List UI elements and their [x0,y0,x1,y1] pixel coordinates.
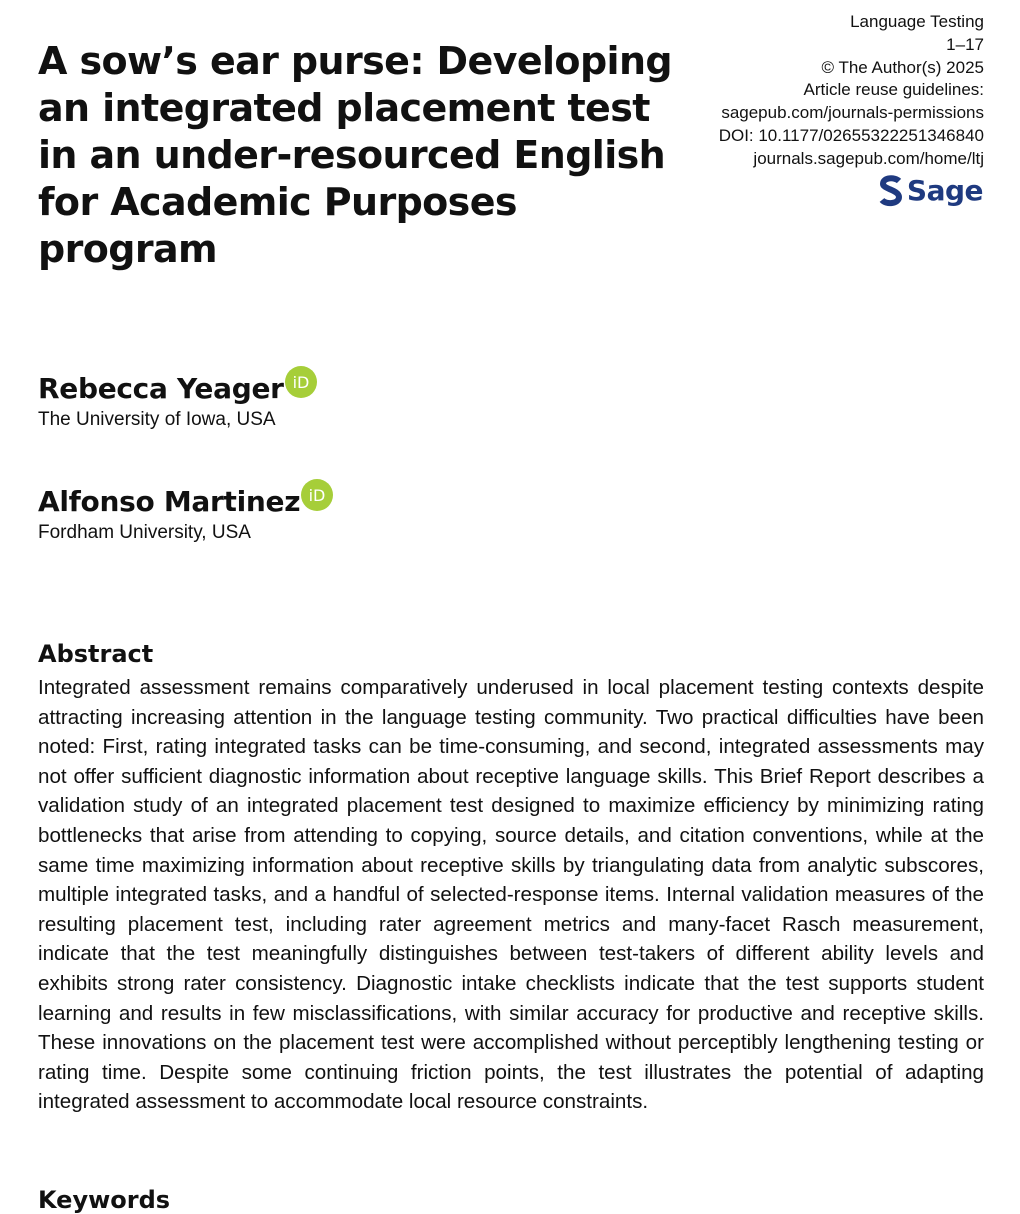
orcid-label: iD [292,373,310,392]
orcid-icon[interactable] [301,479,333,511]
author-block-1 [38,372,317,432]
copyright: © The Author(s) 2025 [821,57,984,77]
permissions-link[interactable]: sagepub.com/journals-permissions [721,103,984,123]
page-range: 1–17 [946,34,984,54]
journal-meta [654,11,984,171]
author-affiliation: Fordham University, USA [38,522,251,543]
author-name: Rebecca Yeager [38,372,284,405]
author-name: Alfonso Martinez [38,485,301,518]
sage-logo [879,174,983,207]
journal-home-link[interactable]: journals.sagepub.com/home/ltj [753,148,984,168]
sage-s-icon [879,175,903,207]
reuse-label: Article reuse guidelines: [803,80,984,100]
journal-name: Language Testing [850,12,984,31]
author-block-2 [38,485,333,545]
sage-wordmark: Sage [906,174,983,207]
orcid-label: iD [308,486,326,505]
abstract-text: Integrated assessment remains comparatively underused in local placement testing contexts despite attracting increasing attention in the language testing community. Two practical difficulties have been noted: First, rating integrated tasks can be time-consuming, and second, integrated assessments may not offer sufficient diagnostic information about receptive language skills. This Brief Report describes a validation study of an integrated placement test designed to maximize efficiency by minimizing rating bottlenecks that arise from attending to copying, source details, and citation conventions, while at the same time maximizing information about receptive skills by triangulating data from analytic subscores, multiple integrated tasks, and a handful of selected-response items. Internal validation measures of the resulting placement test, including rater agreement metrics and many-facet Rasch measurement, indicate that the test meaningfully distinguishes between test-takers of different ability levels and exhibits strong rater consistency. Diagnostic intake checklists indicate that the test supports student learning and results in few misclassifications, with similar accuracy for productive and receptive skills. These innovations on the placement test were accomplished without perceptibly lengthening testing or rating time. Despite some continuing friction points, the test illustrates the potential of adapting integrated assessment to accommodate local resource constraints. [38,676,984,1114]
orcid-icon[interactable] [285,366,317,398]
article-title: A sow’s ear purse: Developing an integrated placement test in an under-resourced English for Academic Purposes program [38,39,673,271]
abstract-heading: Abstract [38,640,154,668]
author-affiliation: The University of Iowa, USA [38,409,276,430]
doi[interactable]: DOI: 10.1177/02655322251346840 [718,125,984,145]
keywords-heading: Keywords [38,1186,171,1214]
